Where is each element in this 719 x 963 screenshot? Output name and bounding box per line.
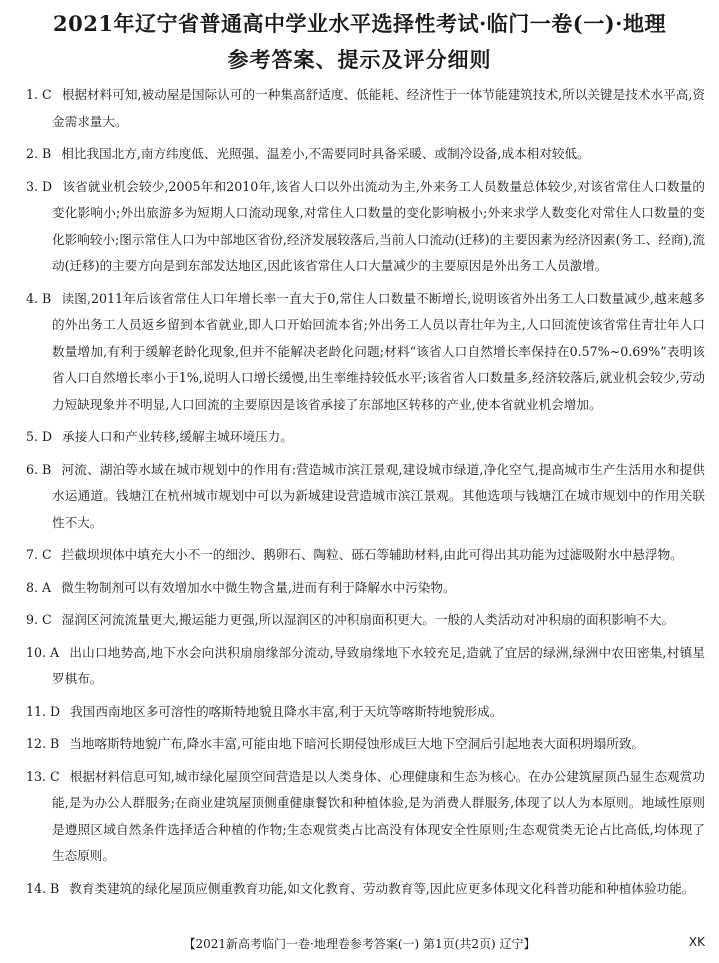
answer-number: 12. (26, 736, 47, 751)
answer-key: B (42, 146, 52, 161)
answer-number: 10. (26, 644, 47, 660)
answer-item-7 (26, 542, 705, 569)
answer-item-11 (26, 699, 705, 726)
answer-item-2 (26, 141, 705, 168)
answer-key: A (50, 644, 60, 660)
answer-number: 6. (26, 461, 39, 477)
answer-number: 11. (26, 703, 47, 719)
answer-explanation: 当地喀斯特地貌广布,降水丰富,可能由地下暗河长期侵蚀形成巨大地下空洞后引起地表大面积坍塌所致。 (69, 736, 645, 751)
answer-item-1 (26, 82, 705, 135)
answer-explanation: 河流、湖泊等水域在城市规划中的作用有:营造城市滨江景观,建设城市绿道,净化空气,提高城市生产生活用水和提供水运通道。钱塘江在杭州城市规划中可以为新城建设营造城市滨江景观。其他选项与钱塘江在城市规划中的作用关联性不大。 (52, 461, 705, 530)
answer-explanation: 出山口地势高,地下水会向洪积扇扇缘部分流动,导致扇缘地下水较充足,造就了宜居的绿洲,绿洲中农田密集,村镇星罗棋布。 (52, 644, 705, 686)
answer-key: D (42, 178, 53, 194)
answer-key: B (50, 736, 60, 751)
answer-number: 5. (26, 429, 39, 444)
page-footer (0, 933, 719, 955)
answer-explanation: 根据材料信息可知,城市绿化屋顶空间营造是以人类身体、心理健康和生态为核心。在办公建筑屋顶凸显生态观赏功能,是为办公人群服务;在商业建筑屋顶侧重健康餐饮和种植体验,是为消费人群服务,体现了以人为本原则。地域性原则是遵照区域自然条件选择适合种植的作物;生态观赏类占比高没有体现安全性原则;生态观赏类无论占比高低,均体现了生态原则。 (52, 768, 705, 863)
footer-page-info: 【2021新高考临门一卷·地理卷参考答案(一) 第1页(共2页) 辽宁】 (183, 937, 536, 951)
answer-explanation: 拦截坝坝体中填充大小不一的细沙、鹅卵石、陶粒、砾石等辅助材料,由此可得出其功能为过滤吸附水中悬浮物。 (61, 547, 683, 562)
answer-item-13 (26, 764, 705, 870)
answer-key: C (42, 547, 52, 562)
answer-key: A (42, 579, 52, 595)
answer-explanation: 我国西南地区多可溶性的喀斯特地貌且降水丰富,利于天坑等喀斯特地貌形成。 (70, 703, 503, 719)
answer-key: D (42, 429, 53, 444)
answer-key: C (42, 87, 52, 102)
answer-number: 9. (26, 612, 39, 627)
answer-item-5 (26, 424, 705, 451)
answer-number: 14. (26, 880, 47, 896)
answer-number: 2. (26, 146, 39, 161)
answer-item-3 (26, 174, 705, 280)
answer-key: B (42, 290, 52, 306)
answer-item-4 (26, 286, 705, 419)
answer-explanation: 承接人口和产业转移,缓解主城环境压力。 (62, 429, 293, 444)
answer-key: B (50, 880, 60, 896)
answer-item-9 (26, 607, 705, 634)
answer-explanation: 该省就业机会较少,2005年和2010年,该省人口以外出流动为主,外来务工人员数量总体较少,对该省常住人口数量的变化影响小;外出旅游多为短期人口流动现象,对常住人口数量的变化影响极小;外来求学人数变化对常住人口数量的变化影响较小;图示常住人口为中部地区省份,经济发展较落后,当前人口流动(迁移)的主要因素为经济因素(务工、经商),流动(迁移)的主要方向是到东部发达地区,因此该省常住人口大量减少的主要原因是外出务工人员激增。 (52, 178, 705, 273)
answer-number: 4. (26, 290, 39, 306)
answer-explanation: 根据材料可知,被动屋是国际认可的一种集高舒适度、低能耗、经济性于一体节能建筑技术,所以关键是技术水平高,资金需求量大。 (52, 87, 705, 129)
answer-explanation: 读图,2011年后该省常住人口年增长率一直大于0,常住人口数量不断增长,说明该省外出务工人口数量减少,越来越多的外出务工人员返乡留到本省就业,即人口开始回流本省;外出务工人员以青壮年为主,人口回流使该省常住青壮年人口数量增加,有利于缓解老龄化现象,但并不能解决老龄化问题;材料“该省人口自然增长率保持在0.57%~0.69%”表明该省人口自然增长率小于1%,说明人口增长缓慢,出生率维持较低水平;该省省人口数量多,经济较落后,就业机会较少,劳动力短缺现象并不明显,人口回流的主要原因是该省承接了东部地区转移的产业,使本省就业机会增加。 (52, 290, 705, 412)
answer-explanation: 相比我国北方,南方纬度低、光照强、温差小,不需要同时具备采暖、或制冷设备,成本相对较低。 (61, 146, 590, 161)
page-title: 2021年辽宁省普通高中学业水平选择性考试·临门一卷(一)·地理 (53, 11, 666, 36)
answer-number: 8. (26, 579, 39, 595)
answer-item-10 (26, 640, 705, 693)
answer-item-12 (26, 731, 705, 758)
answer-key: B (42, 461, 52, 477)
answer-number: 13. (26, 768, 47, 784)
answer-number: 1. (26, 87, 39, 102)
footer-code: XK (688, 935, 705, 949)
answer-key: C (42, 612, 52, 627)
document-header (0, 0, 719, 76)
answer-number: 7. (26, 547, 39, 562)
page-subtitle: 参考答案、提示及评分细则 (227, 47, 492, 72)
answer-explanation: 微生物制剂可以有效增加水中微生物含量,进而有利于降解水中污染物。 (61, 579, 456, 595)
answer-number: 3. (26, 178, 39, 194)
answer-list (0, 76, 719, 902)
answer-explanation: 湿润区河流流量更大,搬运能力更强,所以湿润区的冲积扇面积更大。一般的人类活动对冲积扇的面积影响不大。 (61, 612, 675, 627)
answer-key: D (50, 703, 61, 719)
answer-item-8 (26, 575, 705, 602)
answer-key: C (50, 768, 60, 784)
answer-item-6 (26, 457, 705, 537)
answer-explanation: 教育类建筑的绿化屋顶应侧重教育功能,如文化教育、劳动教育等,因此应更多体现文化科普功能和种植体验功能。 (69, 880, 695, 896)
answer-item-14 (26, 876, 705, 903)
